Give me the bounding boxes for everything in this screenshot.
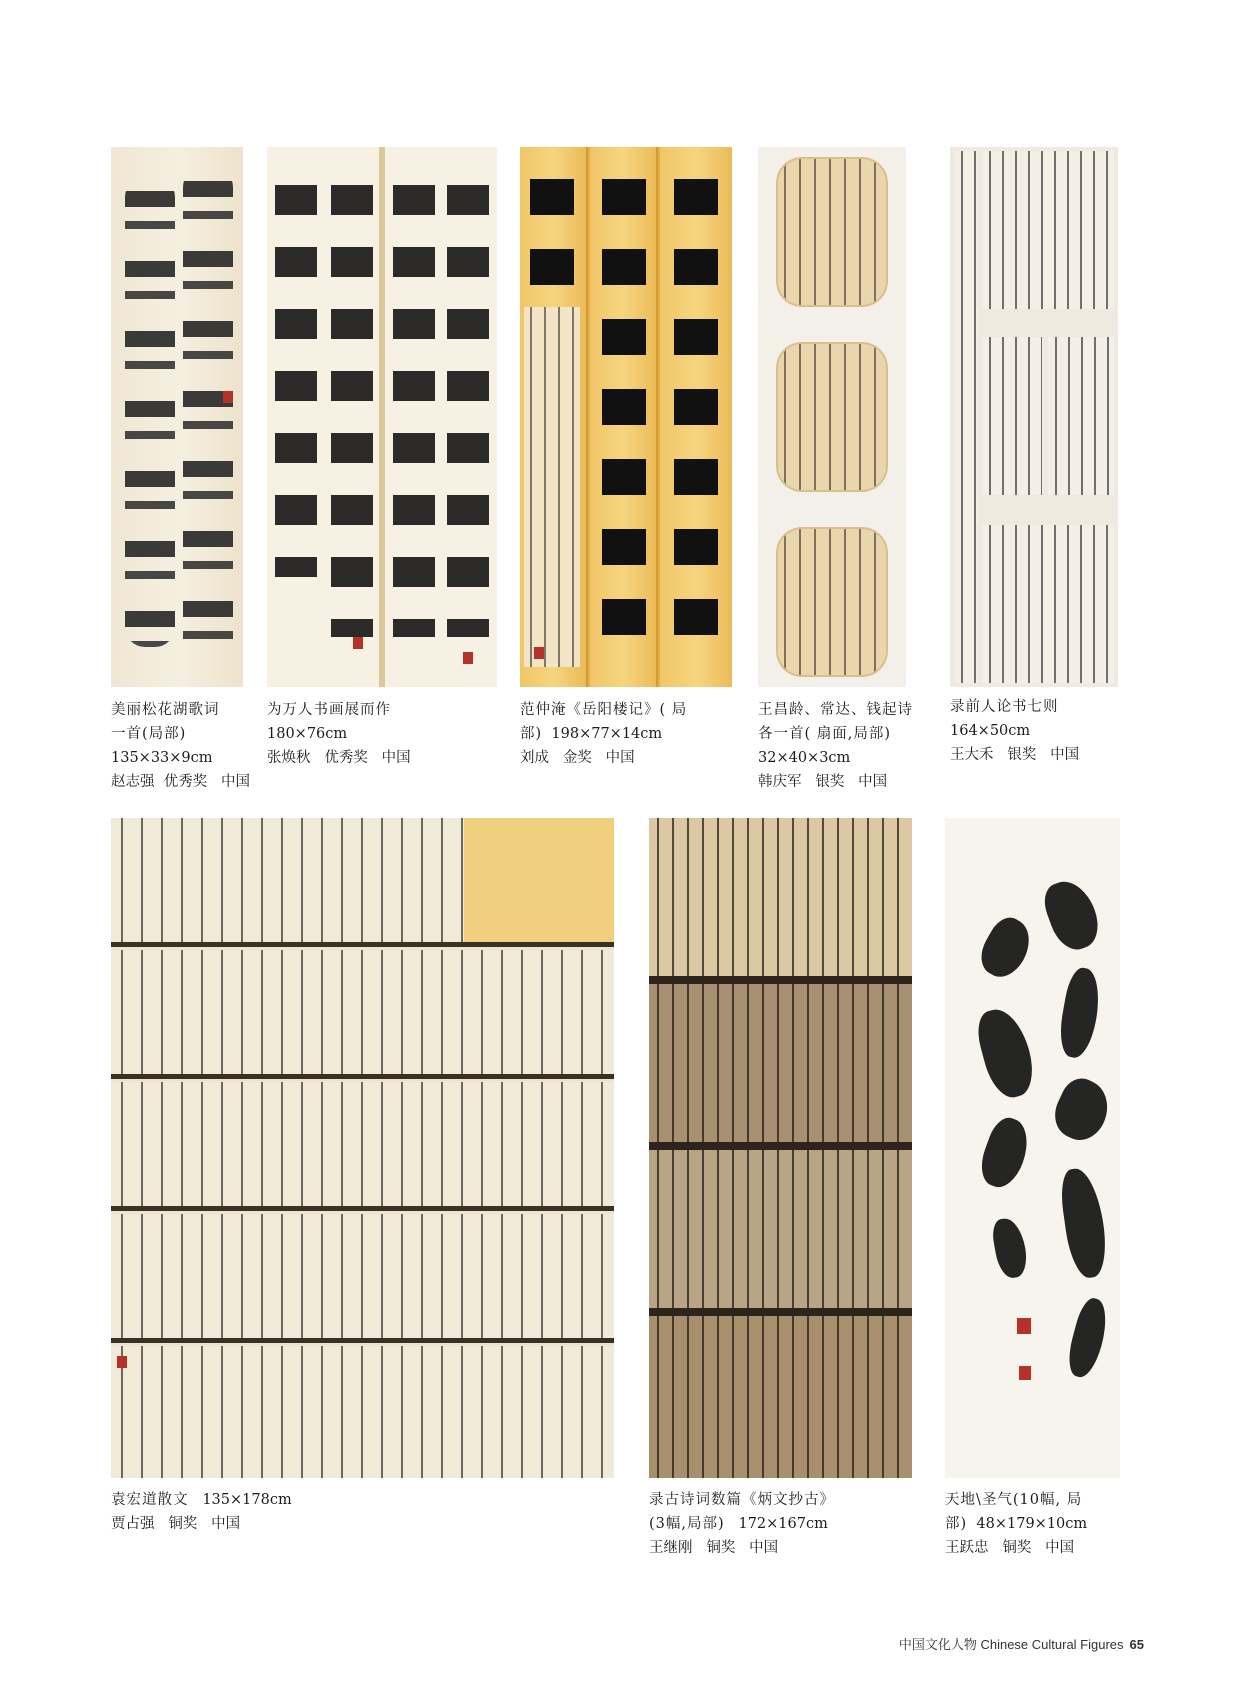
artwork-4-image xyxy=(758,147,906,687)
page-footer xyxy=(899,1634,1144,1653)
caption-work-3: 范仲淹《岳阳楼记》( 局 部) 198×77×14cm 刘成 金奖 中国 xyxy=(520,702,688,766)
caption-work-6: 袁宏道散文 135×178cm 贾占强 铜奖 中国 xyxy=(111,1492,292,1532)
caption-work-8: 天地\圣气(10幅, 局 部) 48×179×10cm 王跃忠 铜奖 中国 xyxy=(945,1492,1088,1556)
artwork-8-image xyxy=(945,818,1120,1478)
caption-work-2: 为万人书画展而作 180×76cm 张焕秋 优秀奖 中国 xyxy=(267,702,411,766)
artwork-6-image xyxy=(111,818,614,1478)
magazine-name: 中国文化人物 Chinese Cultural Figures xyxy=(898,1637,1124,1652)
artwork-3-image xyxy=(520,147,732,687)
artwork-5-image xyxy=(950,147,1118,687)
caption-work-1: 美丽松花湖歌词 一首(局部) 135×33×9cm 赵志强 优秀奖 中国 xyxy=(111,702,251,790)
caption-work-7: 录古诗词数篇《炳文抄古》 (3幅,局部) 172×167cm 王继刚 铜奖 中国 xyxy=(649,1492,835,1556)
artwork-7-image xyxy=(649,818,912,1478)
artwork-2-image xyxy=(267,147,497,687)
caption-work-4: 王昌龄、常达、钱起诗 各一首( 扇面,局部) 32×40×3cm 韩庆军 银奖 中国 xyxy=(758,702,913,790)
page-number: 65 xyxy=(1129,1637,1144,1652)
caption-work-5: 录前人论书七则 164×50cm 王大禾 银奖 中国 xyxy=(950,699,1080,763)
artwork-1-image xyxy=(111,147,243,687)
